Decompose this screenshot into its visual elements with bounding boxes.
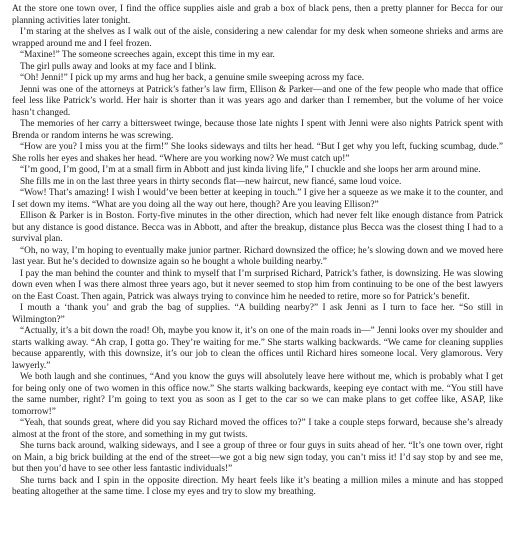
paragraph-11: “Wow! That’s amazing! I wish I would’ve been better at keeping in touch.” I give her a squeeze as we make it to the counter, and I set down my items. “What are you doing all the way out here, though? Are you leaving Ellison?” — [12, 188, 503, 210]
paragraph-19: She turns back around, walking sideways, and I see a group of three or four guys in suits ahead of her. “It’s one town over, right on Main, a big brick building at the end of the street—we got a big new sign today, you can’t miss it! I’d say stop by and see me, but then you’d have to see other less fantastic individuals!” — [12, 441, 503, 474]
paragraph-2: I’m staring at the shelves as I walk out of the aisle, considering a new calendar for my desk when someone shrieks and arms are wrapped around me and I feel frozen. — [12, 27, 503, 49]
paragraph-18: “Yeah, that sounds great, where did you say Richard moved the offices to?” I take a couple steps forward, because she’s already almost at the front of the store, and something in my gut twists. — [12, 418, 503, 440]
paragraph-1: At the store one town over, I find the office supplies aisle and grab a box of black pens, then a pretty planner for Becca for our planning activities later tonight. — [12, 4, 503, 26]
paragraph-20: She turns back and I spin in the opposite direction. My heart feels like it’s beating a million miles a minute and has stopped beating altogether at the same time. I close my eyes and try to slow my breathing. — [12, 475, 503, 497]
paragraph-17: We both laugh and she continues, “And you know the guys will absolutely leave here without me, which is probably what I get for being only one of two women in this office now.” She starts walking backwards, keeping eye contact with me. “You still have the same number, right? I’m going to text you as soon as I get to the car so we can make plans to get coffee like, ASAP, like tomorrow!” — [12, 372, 503, 417]
paragraph-16: “Actually, it’s a bit down the road! Oh, maybe you know it, it’s on one of the main roads in—” Jenni looks over my shoulder and starts walking away. “Ah crap, I gotta go. They’re waiting for me.” She starts walking backwards. “We came for cleaning supplies because apparently, with this downsize, it’s our job to clean the offices until Richard hires someone local. Very glamorous. Very lawyerly.” — [12, 326, 503, 371]
paragraph-5: “Oh! Jenni!” I pick up my arms and hug her back, a genuine smile sweeping across my face. — [20, 73, 365, 83]
paragraph-7: The memories of her carry a bittersweet twinge, because those late nights I spent with Jenni were also nights Patrick spent with Brenda or random interns he was screwing. — [12, 119, 503, 141]
paragraph-10: She fills me in on the last three years in thirty seconds flat—new haircut, new fiancé, same loud voice. — [20, 176, 402, 187]
paragraph-4: The girl pulls away and looks at my face and I blink. — [20, 61, 217, 72]
paragraph-15: I mouth a ‘thank you’ and grab the bag of supplies. “A building nearby?” I ask Jenni as I turn to face her. “So still in Wilmington?” — [12, 303, 503, 325]
paragraph-9: “I’m good, I’m good, I’m at a small firm in Abbott and just kinda living life,” I chuckle and she loops her arm around mine. — [20, 165, 481, 175]
paragraph-3: “Maxine!” The someone screeches again, except this time in my ear. — [20, 50, 275, 60]
paragraph-6: Jenni was one of the attorneys at Patrick’s father’s law firm, Ellison & Parker—and one of the few people who made that office feel less like Patrick’s world. Her hair is shorter than it was years ago and darker than I remember, but the volume of her voice hasn’t changed. — [12, 84, 503, 118]
paragraph-14: I pay the man behind the counter and think to myself that I’m surprised Richard, Patrick’s father, is downsizing. He was slowing down even when I was there almost three years ago, but it never seemed to stop him from continuing to be one of the best lawyers on the East Coast. Then again, Patrick was always trying to convince him he needed to retire, more so for Patrick’s benefit. — [12, 268, 503, 302]
paragraph-13: “Oh, no way, I’m hoping to eventually make junior partner. Richard downsized the office; he’s slowing down and we moved here last year. But he’s decided to downsize again so he bought a whole building nearby.” — [12, 245, 503, 267]
paragraph-8: “How are you? I miss you at the firm!” She looks sideways and tilts her head. “But I get why you left, fucking scumbag, dude.” She rolls her eyes and shakes her head. “Where are you working now? We must catch up!” — [12, 142, 503, 164]
paragraph-12: Ellison & Parker is in Boston. Forty-five minutes in the other direction, which had never felt like enough distance from Patrick but any distance is good distance. Becca was in Abbott, and after the breakup, distance plus Becca was the closest thing I had to a survival plan. — [12, 211, 503, 244]
